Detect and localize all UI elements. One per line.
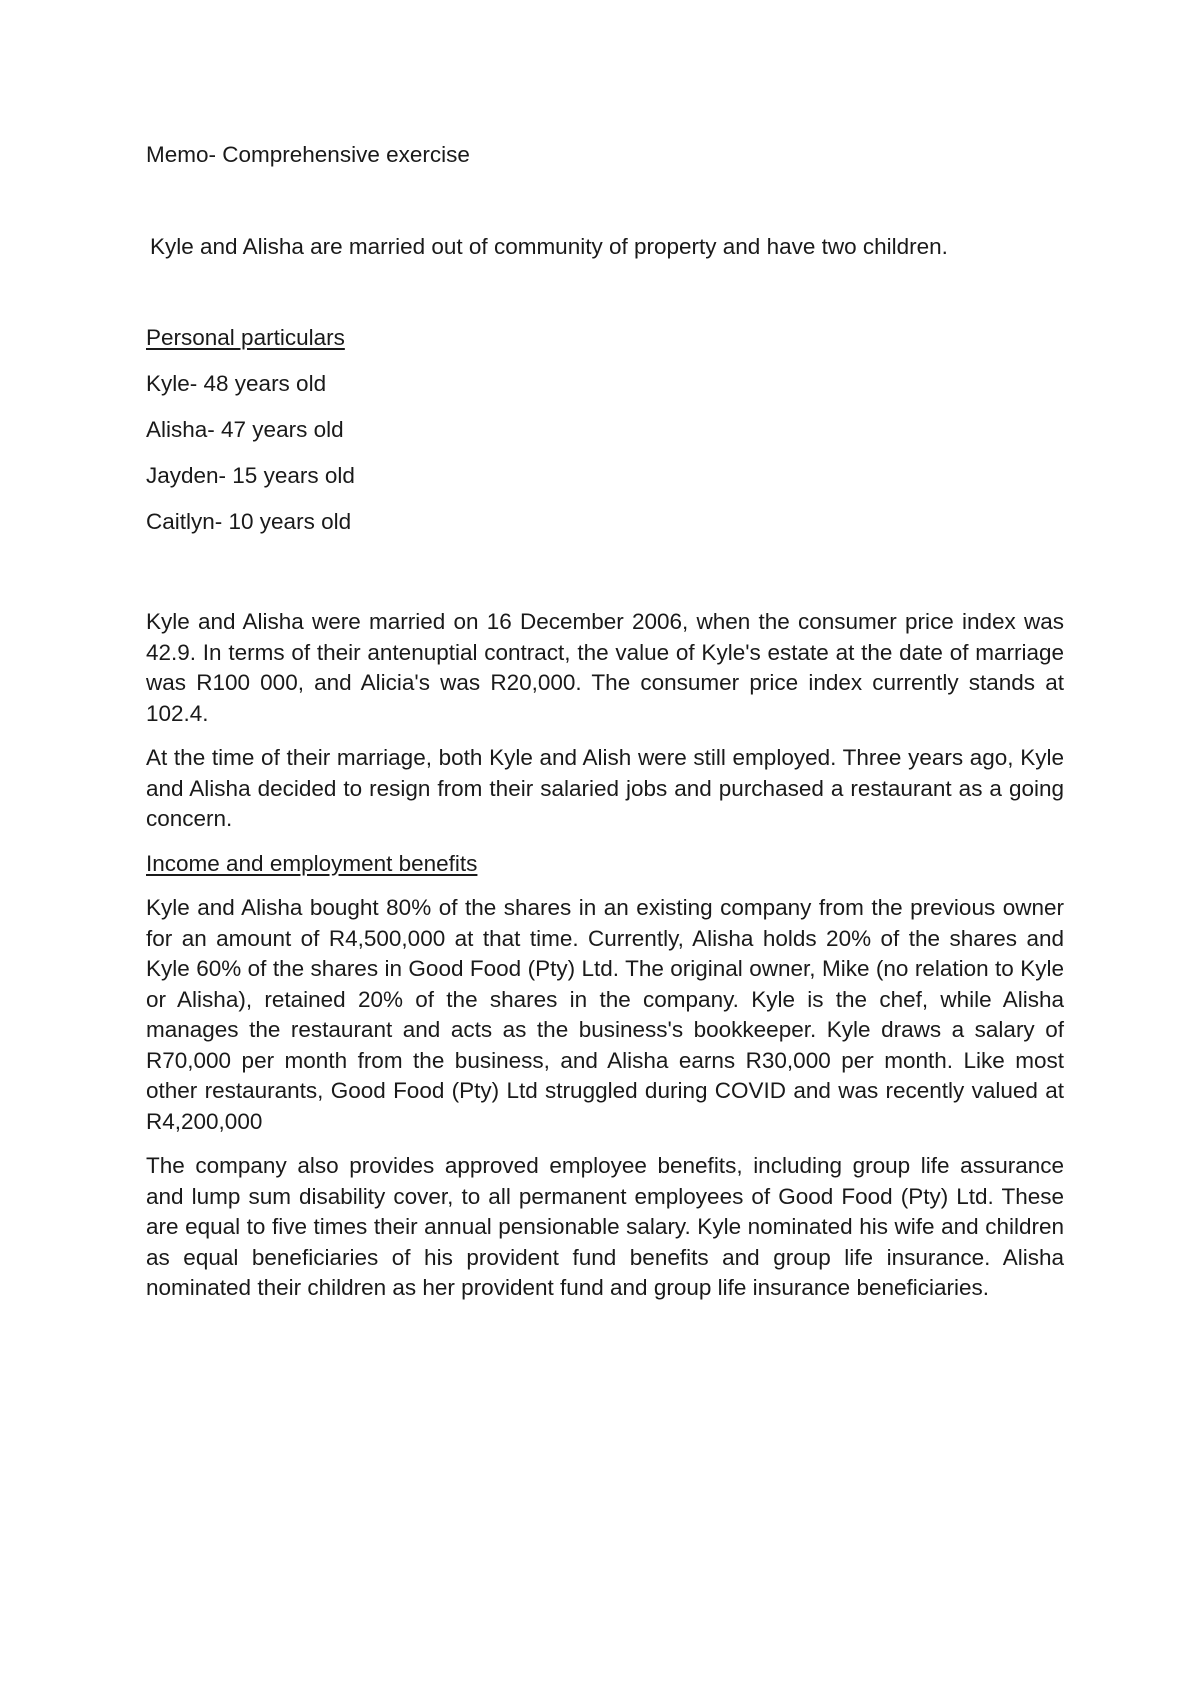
income-heading: Income and employment benefits: [146, 850, 478, 876]
shares-paragraph: Kyle and Alisha bought 80% of the shares in an existing company from the previous owner for an amount of R4,500,000 at that time. Currently, Alisha holds 20% of the shares and Kyle 60% of the shares in Good Food (Pty) Ltd. The original owner, Mike (no relation to Kyle or Alisha), retained 20% of the shares in the company. Kyle is the chef, while Alisha manages the restaurant and acts as the business's bookkeeper. Kyle draws a salary of R70,000 per month from the business, and Alisha earns R30,000 per month. Like most other restaurants, Good Food (Pty) Ltd struggled during COVID and was recently valued at R4,200,000: [146, 895, 1064, 1134]
personal-particulars-heading: Personal particulars: [146, 324, 345, 350]
list-item-alisha: Alisha- 47 years old: [146, 417, 344, 442]
list-item-caitlyn: Caitlyn- 10 years old: [146, 509, 352, 534]
income-section: [146, 849, 1064, 1304]
memo-title: Memo- Comprehensive exercise: [146, 142, 470, 167]
intro-paragraph: Kyle and Alisha are married out of community of property and have two children.: [150, 234, 948, 259]
list-item-kyle: Kyle- 48 years old: [146, 371, 327, 396]
document-page: [146, 140, 1064, 1318]
person-list: [146, 369, 1064, 537]
personal-particulars-section: [146, 323, 1064, 538]
benefits-paragraph: The company also provides approved employee benefits, including group life assurance and lump sum disability cover, to all permanent employees of Good Food (Pty) Ltd. These are equal to five times their annual pensionable salary. Kyle nominated his wife and children as equal beneficiaries of his provident fund benefits and group life insurance. Alisha nominated their children as her provident fund and group life insurance beneficiaries.: [146, 1153, 1064, 1300]
marriage-paragraph: Kyle and Alisha were married on 16 December 2006, when the consumer price index was 42.9. In terms of their antenuptial contract, the value of Kyle's estate at the date of marriage was R100 000, and Alicia's was R20,000. The consumer price index currently stands at 102.4.: [146, 609, 1064, 726]
employment-history-paragraph: At the time of their marriage, both Kyle and Alish were still employed. Three years ago, Kyle and Alisha decided to resign from their salaried jobs and purchased a restaurant as a going concern.: [146, 745, 1064, 831]
list-item-jayden: Jayden- 15 years old: [146, 463, 355, 488]
